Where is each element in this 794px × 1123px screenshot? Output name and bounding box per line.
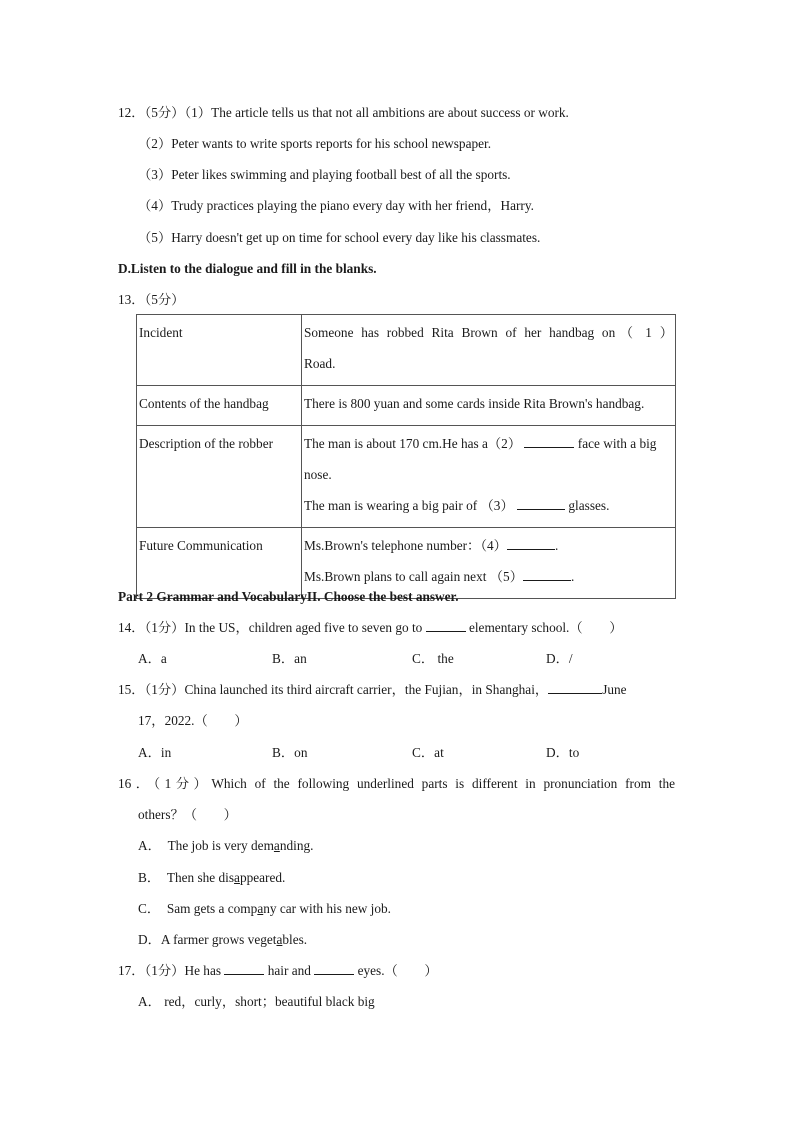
row-text <box>304 428 673 459</box>
option-label: A． <box>138 838 161 853</box>
option-label: C． <box>138 901 161 916</box>
q15-option-b[interactable]: B．on <box>272 745 308 760</box>
option-text: nding. <box>279 838 314 853</box>
table-row <box>137 315 676 386</box>
q17-blank-2[interactable] <box>314 962 354 975</box>
row-text-part: The man is wearing a big pair of （3） <box>304 498 514 513</box>
q14-option-c[interactable]: C． the <box>412 651 454 666</box>
row-text: nose. <box>304 467 332 482</box>
q16-option-b[interactable] <box>138 869 285 887</box>
row-text-part: face with a big <box>577 436 657 451</box>
q12-item-1: （1）The article tells us that not all ambitions are about success or work. <box>184 105 569 120</box>
row-label: Future Communication <box>137 528 302 599</box>
q15-stem <box>118 681 627 699</box>
q17-stem-part: 17．（1分）He has <box>118 963 222 978</box>
row-text: Someone has robbed Rita Brown of her handbag on（ 1 ） <box>304 325 673 340</box>
q15-stem-cont: 17，2022.（ ） <box>138 713 248 728</box>
q14-stem-part: 14．（1分）In the US，children aged five to seven go to <box>118 620 423 635</box>
row-text-part: Ms.Brown plans to call again next （5） <box>304 569 523 584</box>
row-label: Incident <box>137 315 302 386</box>
q12-item-2: （2）Peter wants to write sports reports for his school newspaper. <box>138 136 492 151</box>
row-text-part: . <box>554 538 559 553</box>
q14-stem <box>118 619 623 637</box>
q15-stem-part: June <box>602 682 627 697</box>
q15-option-a[interactable]: A．in <box>138 745 172 760</box>
q16-option-c[interactable] <box>138 900 391 918</box>
row-text: There is 800 yuan and some cards inside Rita Brown's handbag. <box>304 396 645 411</box>
option-text: bles. <box>282 932 308 947</box>
q15-option-c[interactable]: C．at <box>412 745 444 760</box>
q16-option-d[interactable] <box>138 931 307 949</box>
incident-table <box>136 314 676 599</box>
answer-blank-2[interactable] <box>524 435 574 448</box>
q12-item-5: （5）Harry doesn't get up on time for school every day like his classmates. <box>138 230 541 245</box>
row-text-part: glasses. <box>568 498 610 513</box>
answer-blank-5[interactable] <box>523 568 571 581</box>
row-text <box>304 530 673 561</box>
row-text <box>304 490 673 521</box>
answer-blank-3[interactable] <box>517 497 565 510</box>
row-content <box>302 426 676 528</box>
q16-option-a[interactable] <box>138 837 313 855</box>
q17-stem <box>118 962 438 980</box>
row-label: Contents of the handbag <box>137 386 302 426</box>
row-text-part: Ms.Brown's telephone number：（4） <box>304 538 507 553</box>
row-label: Description of the robber <box>137 426 302 528</box>
q14-blank[interactable] <box>426 619 466 632</box>
row-content <box>302 315 676 386</box>
q14-option-a[interactable]: A．a <box>138 651 167 666</box>
option-text: Then she dis <box>166 870 235 885</box>
row-text: Road. <box>304 356 336 371</box>
underlined-letter: a <box>257 901 264 916</box>
option-text: A farmer grows veget <box>160 932 277 947</box>
q15-blank[interactable] <box>548 681 602 694</box>
q12-line-1 <box>118 104 569 122</box>
option-text: The job is very dem <box>167 838 274 853</box>
answer-blank-4[interactable] <box>507 537 555 550</box>
option-label: B． <box>138 870 161 885</box>
option-text: ppeared. <box>239 870 286 885</box>
row-content <box>302 386 676 426</box>
row-text-part: The man is about 170 cm.He has a（2） <box>304 436 522 451</box>
q16-stem: 16．（1分）Which of the following underlined parts is different in pronunciation from the <box>118 776 675 791</box>
option-text: ny car with his new job. <box>263 901 391 916</box>
q17-blank-1[interactable] <box>224 962 264 975</box>
q13-head: 13．（5分） <box>118 292 185 307</box>
q17-option-a[interactable]: A． red，curly，short；beautiful black big <box>138 994 375 1009</box>
option-label: D． <box>138 932 161 947</box>
q15-stem-part: 15．（1分）China launched its third aircraft carrier，the Fujian，in Shanghai， <box>118 682 549 697</box>
underlined-letter: a <box>276 932 283 947</box>
q17-stem-part: eyes.（ ） <box>357 963 438 978</box>
q12-item-4: （4）Trudy practices playing the piano every day with her friend，Harry. <box>138 198 534 213</box>
part2-heading: Part 2 Grammar and VocabularyII. Choose the best answer. <box>118 589 459 604</box>
q15-option-d[interactable]: D．to <box>546 745 580 760</box>
table-row <box>137 386 676 426</box>
q14-stem-part: elementary school.（ ） <box>468 620 623 635</box>
underlined-letter: a <box>234 870 240 885</box>
option-text: Sam gets a comp <box>166 901 258 916</box>
q12-head: 12．（5分） <box>118 105 185 120</box>
row-text-part: . <box>571 569 575 584</box>
q16-stem-cont: others？（ ） <box>138 807 237 822</box>
table-row <box>137 426 676 528</box>
q17-stem-part: hair and <box>267 963 311 978</box>
q14-option-b[interactable]: B．an <box>272 651 307 666</box>
section-d-heading: D.Listen to the dialogue and fill in the blanks. <box>118 261 377 276</box>
underlined-letter: a <box>273 838 280 853</box>
q12-item-3: （3）Peter likes swimming and playing football best of all the sports. <box>138 167 511 182</box>
q14-option-d[interactable]: D．/ <box>546 651 573 666</box>
